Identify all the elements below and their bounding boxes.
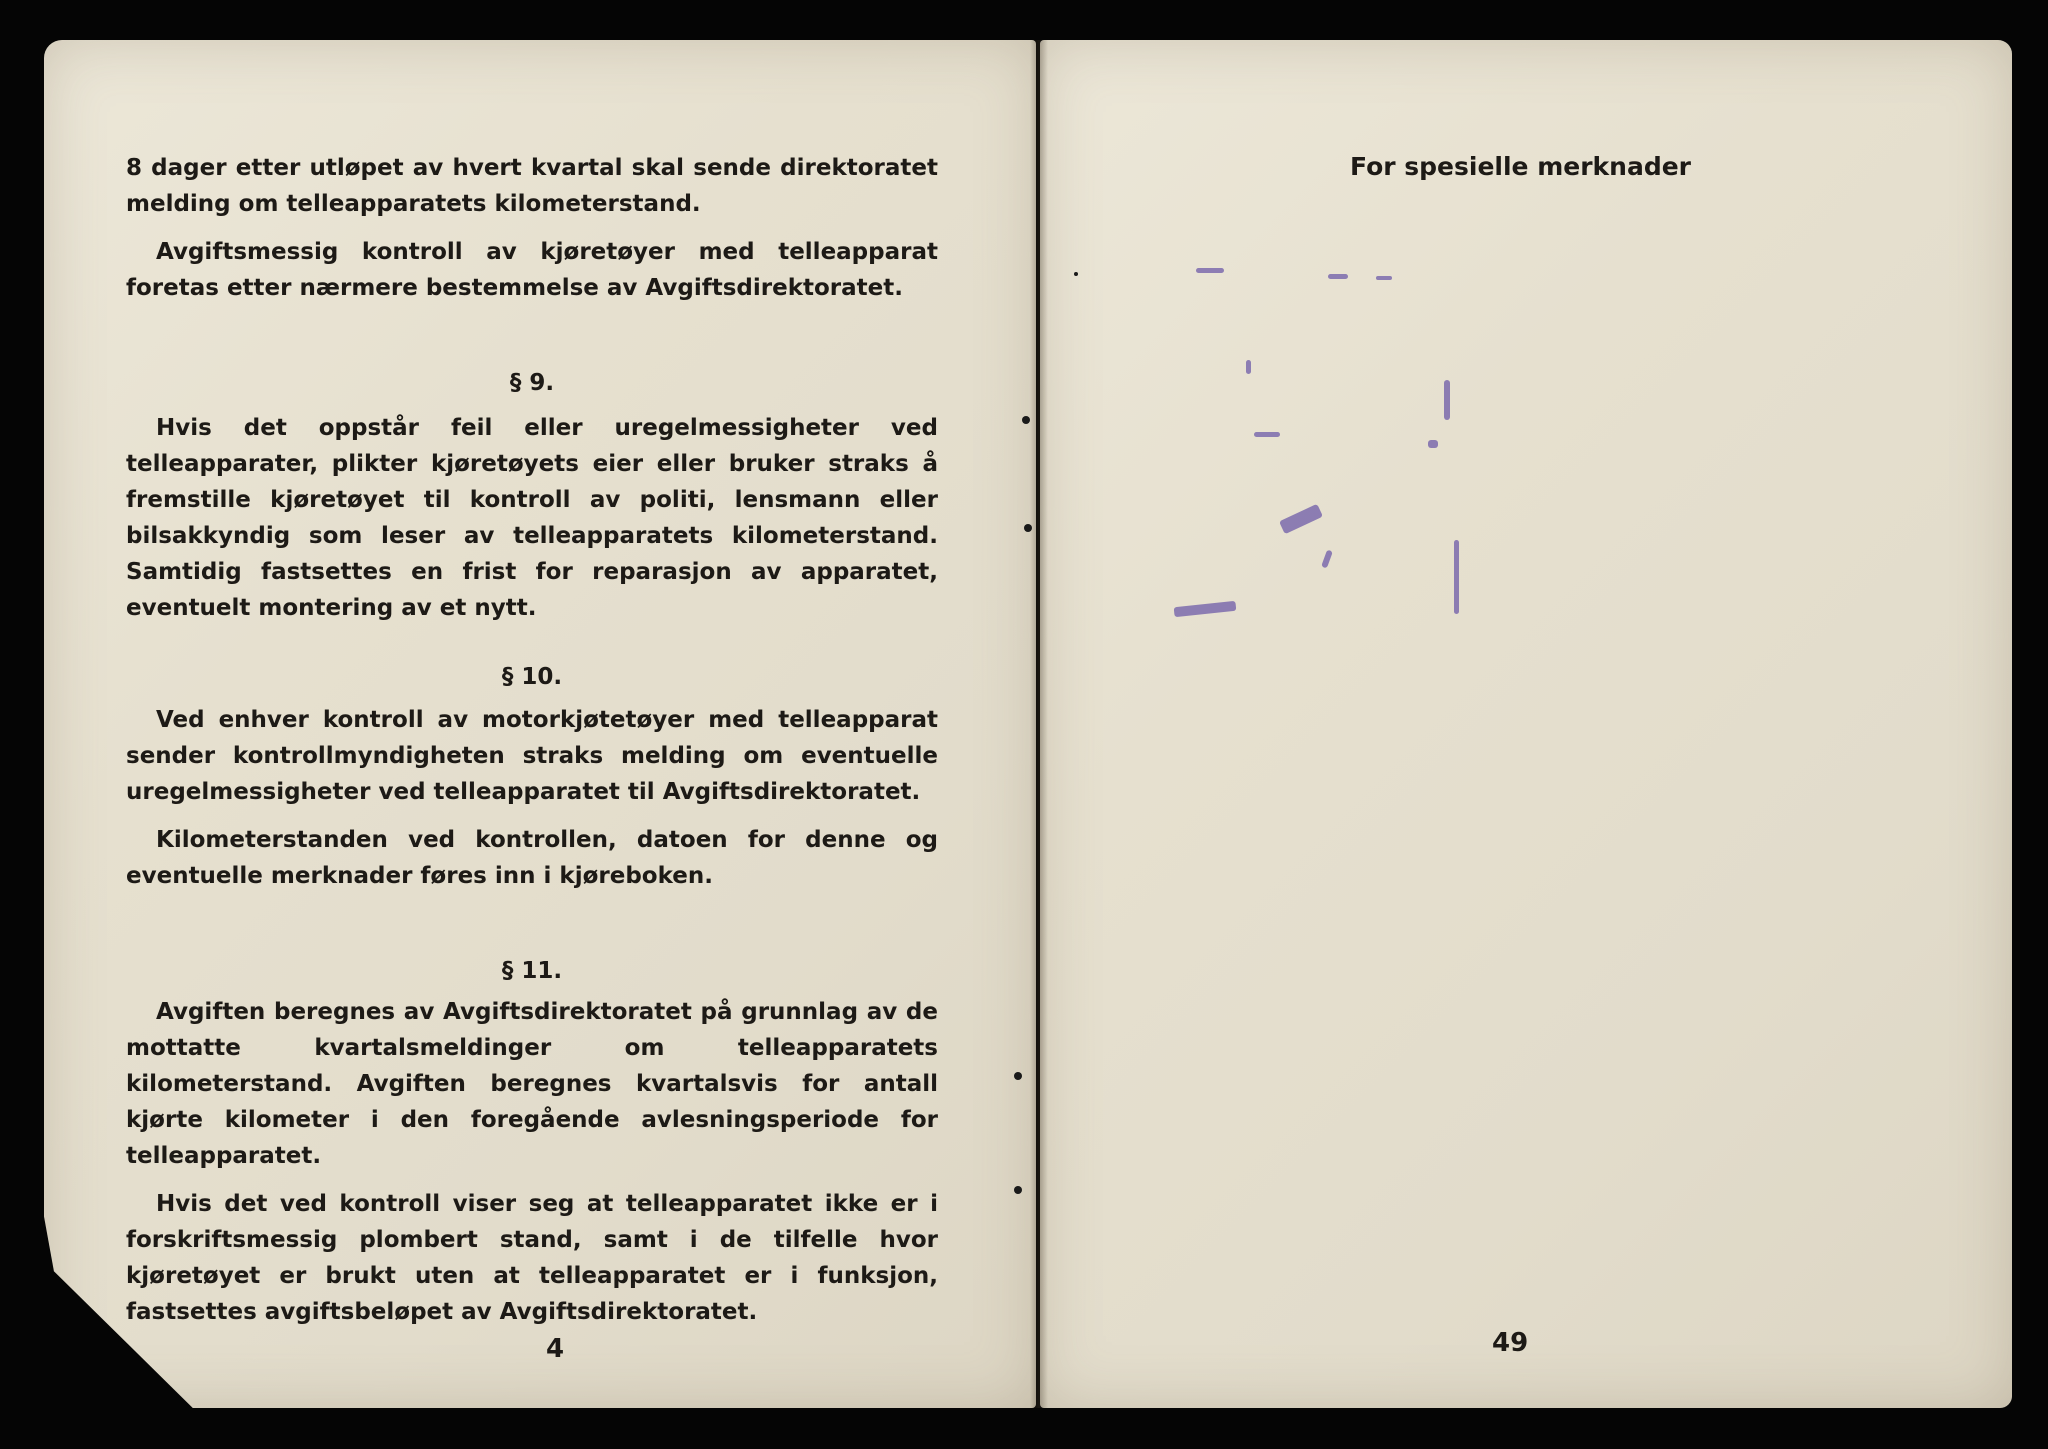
ink-smudge — [1444, 380, 1450, 420]
special-remarks-title: For spesielle merknader — [1350, 152, 1692, 181]
continuation-paragraph-1: 8 dager etter utløpet av hvert kvartal skal sende direktoratet melding om telleapparatets kilometerstand. — [126, 155, 938, 217]
binding-hole — [1024, 524, 1032, 532]
ink-smudge — [1328, 274, 1348, 279]
ink-smudge — [1196, 268, 1224, 273]
continuation-paragraph-2: Avgiftsmessig kontroll av kjøretøyer med telleapparat foretas etter nærmere bestemmelse av Avgiftsdirektoratet. — [126, 239, 938, 301]
ink-smudge — [1376, 276, 1392, 280]
ink-smudge — [1454, 540, 1459, 614]
right-page-number: 49 — [1492, 1328, 1529, 1358]
section-10-paragraph-1: Ved enhver kontroll av motorkjøtetøyer med telleapparat sender kontrollmyndigheten straks melding om eventuelle uregelmessigheter ved telleapparatet til Avgiftsdirektoratet. — [126, 707, 938, 805]
ink-smudge — [1246, 360, 1251, 374]
binding-hole — [1014, 1186, 1022, 1194]
continuation-text — [126, 150, 938, 318]
section-11-heading: § 11. — [501, 958, 563, 984]
ink-smudge — [1254, 432, 1280, 437]
binding-hole — [1014, 1072, 1022, 1080]
binding-hole — [1074, 272, 1078, 276]
section-11-paragraph-1: Avgiften beregnes av Avgiftsdirektoratet på grunnlag av de mottatte kvartalsmeldinger om telleapparatets kilometerstand. Avgiften beregnes kvartalsvis for antall kjørte kilometer i den foregående avlesningsperiode for telleapparatet. — [126, 999, 938, 1169]
section-11-paragraph-2: Hvis det ved kontroll viser seg at telleapparatet ikke er i forskriftsmessig plombert stand, samt i de tilfelle hvor kjøretøyet er brukt uten at telleapparatet er i funksjon, fastsettes avgiftsbeløpet av Avgiftsdirektoratet. — [126, 1191, 938, 1325]
right-page — [1040, 40, 2012, 1408]
binding-hole — [1022, 416, 1030, 424]
section-9-paragraph-1: Hvis det oppstår feil eller uregelmessigheter ved telleapparater, plikter kjøretøyets eier eller bruker straks å fremstille kjøretøyet til kontroll av politi, lensmann eller bilsakkyndig som leser av telleapparatets kilometerstand. Samtidig fastsettes en frist for reparasjon av apparatet, eventuelt montering av et nytt. — [126, 415, 938, 621]
book-gutter — [1030, 40, 1048, 1408]
section-9-heading: § 9. — [509, 370, 555, 396]
left-page-number: 4 — [546, 1334, 565, 1364]
section-10-heading: § 10. — [501, 664, 563, 690]
ink-smudge — [1428, 440, 1438, 448]
section-9-body — [126, 410, 938, 638]
section-10-paragraph-2: Kilometerstanden ved kontrollen, datoen for denne og eventuelle merknader føres inn i kjøreboken. — [126, 827, 938, 889]
section-11-body — [126, 994, 938, 1342]
section-10-body — [126, 702, 938, 906]
